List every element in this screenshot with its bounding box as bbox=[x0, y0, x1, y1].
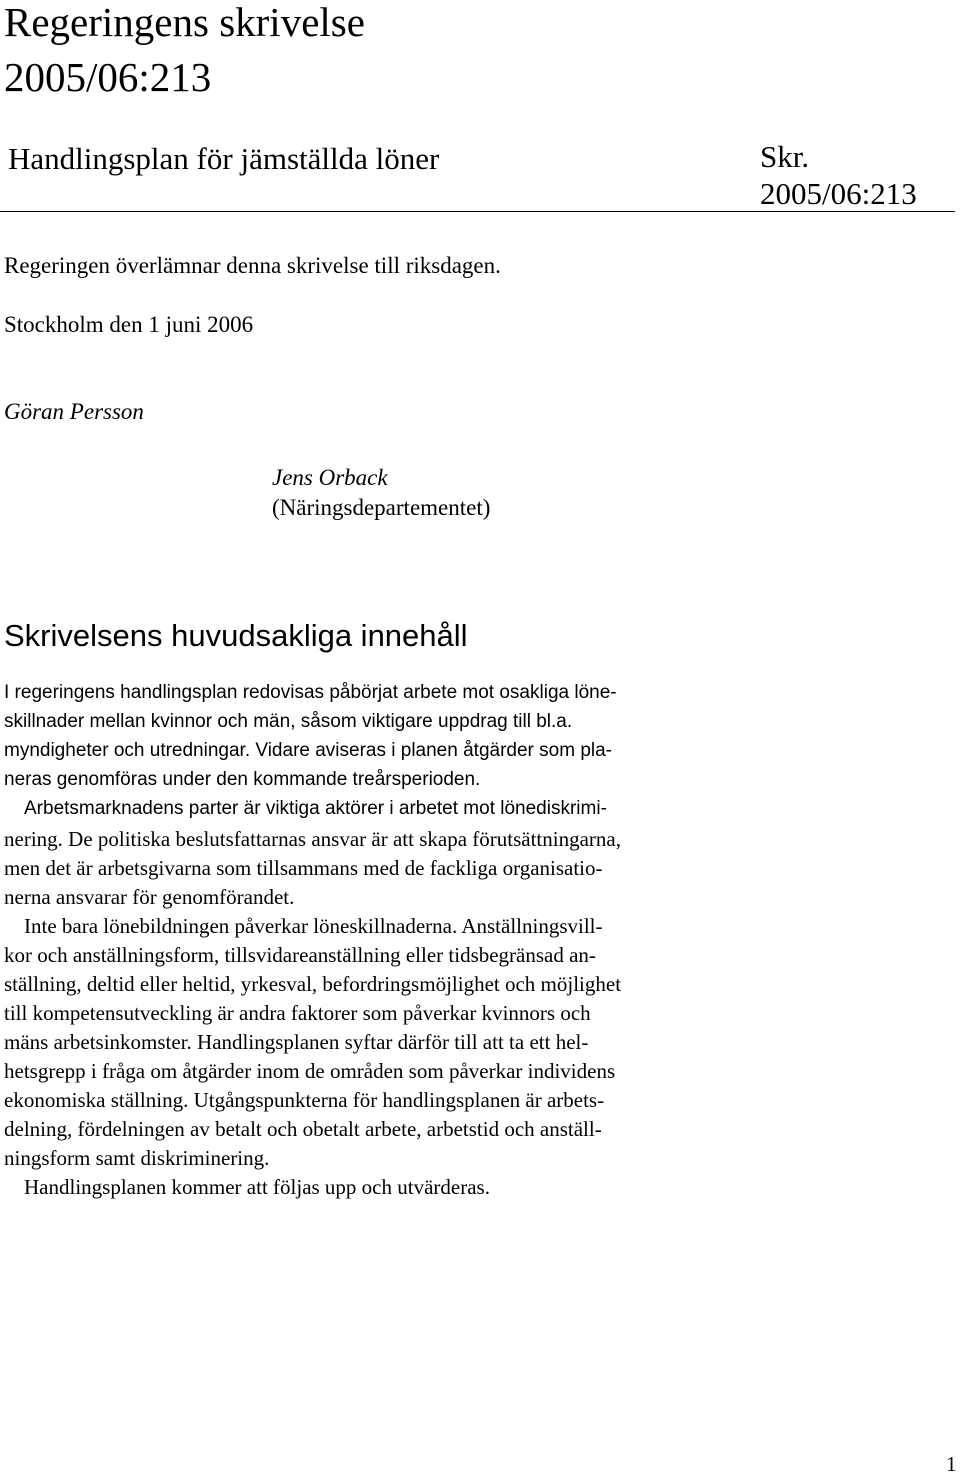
page-number: 1 bbox=[946, 1452, 957, 1476]
document-title-number: 2005/06:213 bbox=[4, 54, 212, 100]
section-heading: Skrivelsens huvudsakliga innehåll bbox=[4, 618, 468, 653]
signature-prime-minister: Göran Persson bbox=[4, 399, 144, 424]
summary-line: kor och anställningsform, tillsvidareanställning eller tidsbegränsad an- bbox=[4, 943, 596, 967]
skr-number: 2005/06:213 bbox=[760, 176, 917, 211]
summary-line: ekonomiska ställning. Utgångspunkterna för handlingsplanen är arbets- bbox=[4, 1088, 605, 1112]
summary-line: I regeringens handlingsplan redovisas påbörjat arbete mot osakliga löne- bbox=[4, 682, 617, 703]
summary-line: Inte bara lönebildningen påverkar löneskillnaderna. Anställningsvill- bbox=[24, 914, 603, 938]
signature-department: (Näringsdepartementet) bbox=[272, 495, 491, 520]
summary-line: nerna ansvarar för genomförandet. bbox=[4, 885, 295, 909]
summary-line: ningsform samt diskriminering. bbox=[4, 1146, 270, 1170]
summary-line: neras genomföras under den kommande treårsperioden. bbox=[4, 769, 481, 790]
signature-minister: Jens Orback bbox=[272, 465, 388, 490]
summary-line: mäns arbetsinkomster. Handlingsplanen syftar därför till att ta ett hel- bbox=[4, 1030, 589, 1054]
summary-line: men det är arbetsgivarna som tillsammans med de fackliga organisatio- bbox=[4, 856, 603, 880]
summary-line: skillnader mellan kvinnor och män, såsom viktigare uppdrag till bl.a. bbox=[4, 711, 573, 732]
document-title: Regeringens skrivelse bbox=[4, 0, 365, 45]
document-subject: Handlingsplan för jämställda löner bbox=[8, 141, 440, 176]
header-divider bbox=[0, 211, 955, 212]
place-date: Stockholm den 1 juni 2006 bbox=[4, 312, 254, 337]
summary-line: ställning, deltid eller heltid, yrkesval, befordringsmöjlighet och möjlighet bbox=[4, 972, 622, 996]
summary-line: Handlingsplanen kommer att följas upp och utvärderas. bbox=[24, 1175, 490, 1199]
summary-line: hetsgrepp i fråga om åtgärder inom de områden som påverkar individens bbox=[4, 1059, 616, 1083]
summary-line: Arbetsmarknadens parter är viktiga aktörer i arbetet mot lönediskrimi- bbox=[24, 798, 607, 819]
summary-line: myndigheter och utredningar. Vidare aviseras i planen åtgärder som pla- bbox=[4, 740, 612, 761]
summary-line: delning, fördelningen av betalt och obetalt arbete, arbetstid och anställ- bbox=[4, 1117, 602, 1141]
skr-label: Skr. bbox=[760, 139, 810, 174]
summary-line: till kompetensutveckling är andra faktorer som påverkar kvinnors och bbox=[4, 1001, 591, 1025]
handover-statement: Regeringen överlämnar denna skrivelse till riksdagen. bbox=[4, 253, 501, 278]
summary-line: nering. De politiska beslutsfattarnas ansvar är att skapa förutsättningarna, bbox=[4, 827, 621, 851]
